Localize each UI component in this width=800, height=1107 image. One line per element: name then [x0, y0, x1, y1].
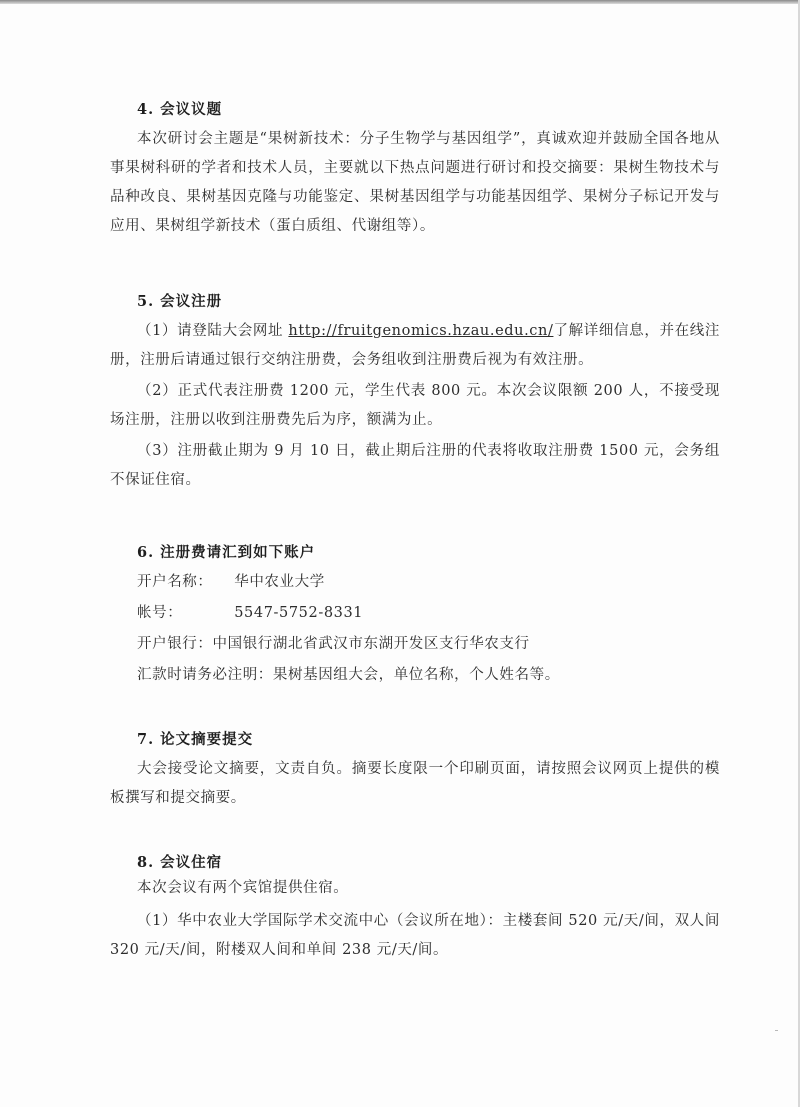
section-heading: 5. 会议注册 [137, 293, 223, 310]
section-registration [110, 290, 720, 495]
section-heading: 6. 注册费请汇到如下账户 [137, 544, 316, 561]
section-heading: 8. 会议住宿 [137, 854, 223, 871]
account-name-label: 开户名称： [137, 574, 213, 590]
section-accommodation [110, 851, 720, 965]
account-number-label: 帐号： [137, 605, 183, 621]
section-heading: 4. 会议议题 [137, 101, 223, 118]
registration-paragraph-1 [110, 317, 720, 375]
accommodation-paragraph-1: （1）华中农业大学国际学术交流中心（会议所在地）：主楼套间 520 元/天/间，双人间 320 元/天/间，附楼双人间和单间 238 元/天/间。 [110, 913, 720, 958]
account-number-value: 5547-5752-8331 [234, 605, 364, 621]
section-body: 大会接受论文摘要，文责自负。摘要长度限一个印刷页面，请按照会议网页上提供的模板撰写和提交摘要。 [110, 761, 720, 806]
conference-website-link[interactable]: http://fruitgenomics.hzau.edu.cn/ [288, 323, 554, 339]
account-name-row [110, 568, 720, 597]
account-name-value: 华中农业大学 [234, 574, 325, 590]
registration-paragraph-3: （3）注册截止期为 9 月 10 日，截止期后注册的代表将收取注册费 1500 元，会务组不保证住宿。 [110, 443, 720, 488]
paragraph-text: （1）请登陆大会网址 [137, 323, 289, 339]
bank-label: 开户银行： [137, 636, 213, 652]
remittance-note: 汇款时请务必注明：果树基因组大会，单位名称，个人姓名等。 [137, 667, 560, 683]
accommodation-intro: 本次会议有两个宾馆提供住宿。 [137, 880, 349, 896]
bank-value: 中国银行湖北省武汉市东湖开发区支行华农支行 [212, 636, 530, 652]
section-meeting-topics [110, 98, 720, 241]
account-number-row [110, 599, 720, 628]
registration-paragraph-2: （2）正式代表注册费 1200 元，学生代表 800 元。本次会议限额 200 人，不接受现场注册，注册以收到注册费先后为序，额满为止。 [110, 383, 720, 428]
section-heading: 7. 论文摘要提交 [137, 731, 254, 748]
scan-speck [775, 1030, 778, 1031]
section-body: 本次研讨会主题是“果树新技术：分子生物学与基因组学”，真诚欢迎并鼓励全国各地从事果树科研的学者和技术人员，主要就以下热点问题进行研讨和投交摘要：果树生物技术与品种改良、果树基因克隆与功能鉴定、果树基因组学与功能基因组学、果树分子标记开发与应用、果树组学新技术（蛋白质组、代谢组等）。 [110, 131, 720, 234]
paragraph-text: 了解详细信息，并在线注册，注册后请通过银行交纳注册费，会务组收到注册费后视为有效注册。 [110, 323, 720, 368]
scan-top-edge [0, 0, 800, 4]
section-bank-account [110, 541, 720, 690]
section-abstract-submission [110, 728, 720, 813]
bank-row [110, 630, 720, 659]
